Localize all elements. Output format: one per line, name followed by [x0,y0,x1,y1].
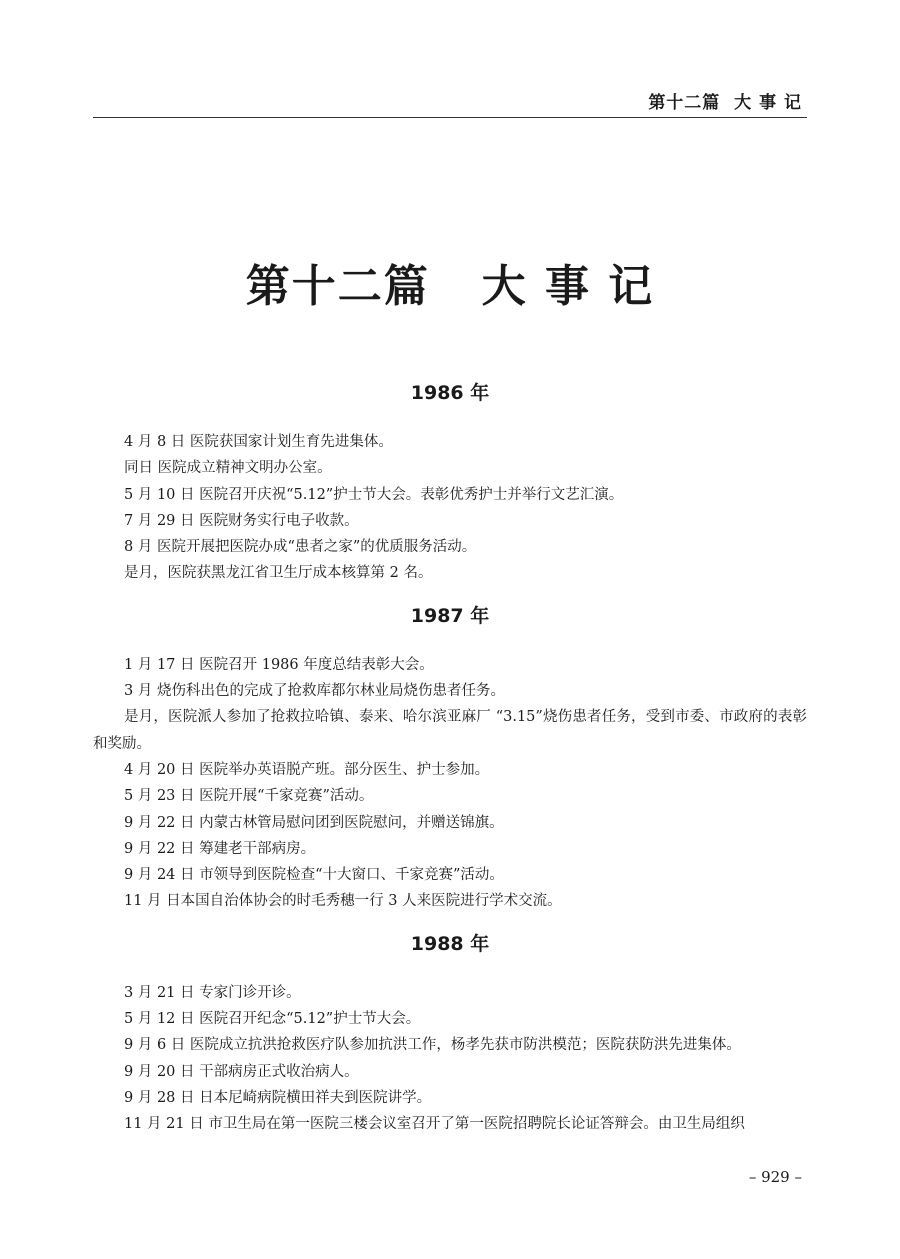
event-entry: 9 月 20 日 干部病房正式收治病人。 [124,1063,359,1080]
event-entry: 9 月 28 日 日本尼崎病院横田祥夫到医院讲学。 [124,1089,432,1106]
year-section-1988 [93,929,807,1138]
year-section-1987 [93,601,807,915]
event-entry: 同日 医院成立精神文明办公室。 [124,460,332,477]
event-entry: 4 月 20 日 医院举办英语脱产班。部分医生、护士参加。 [124,761,490,778]
event-entry: 是月，医院派人参加了抢救拉哈镇、泰来、哈尔滨亚麻厂 “3.15”烧伤患者任务，受到市委、市政府的表彰和奖励。 [93,709,807,752]
event-entry: 9 月 6 日 医院成立抗洪抢救医疗队参加抗洪工作，杨孝先获市防洪模范；医院获防洪先进集体。 [124,1037,741,1054]
event-entry: 7 月 29 日 医院财务实行电子收款。 [124,512,359,529]
event-entry: 8 月 医院开展把医院办成“患者之家”的优质服务活动。 [124,539,477,556]
year-section-1986 [93,378,807,587]
event-entry: 4 月 8 日 医院获国家计划生育先进集体。 [124,434,393,450]
year-heading: 1988 年 [410,932,490,955]
event-entry: 11 月 日本国自治体协会的时毛秀穗一行 3 人来医院进行学术交流。 [124,893,562,910]
event-entry: 1 月 17 日 医院召开 1986 年度总结表彰大会。 [124,656,434,673]
entry-list [93,429,807,587]
running-header: 第十二篇 大 事 记 [648,93,802,113]
header-rule [93,117,807,118]
year-heading: 1986 年 [410,382,490,404]
event-entry: 9 月 24 日 市领导到医院检查“十大窗口、千家竞赛”活动。 [124,867,504,884]
entry-list [93,652,807,915]
event-entry: 9 月 22 日 内蒙古林管局慰问团到医院慰问，并赠送锦旗。 [124,814,504,831]
content [93,378,807,1152]
event-entry: 5 月 12 日 医院召开纪念“5.12”护士节大会。 [124,1011,421,1028]
event-entry: 5 月 23 日 医院开展“千家竞赛”活动。 [124,788,374,805]
entry-list [93,980,807,1138]
event-entry: 5 月 10 日 医院召开庆祝“5.12”护士节大会。表彰优秀护士并举行文艺汇演。 [124,486,624,503]
year-heading: 1987 年 [410,604,490,627]
chapter-title: 第十二篇 大 事 记 [245,261,655,312]
event-entry: 11 月 21 日 市卫生局在第一医院三楼会议室召开了第一医院招聘院长论证答辩会。由卫生局组织 [124,1116,745,1133]
event-entry: 3 月 21 日 专家门诊开诊。 [124,984,301,1001]
event-entry: 9 月 22 日 筹建老干部病房。 [124,840,316,857]
event-entry: 是月，医院获黑龙江省卫生厅成本核算第 2 名。 [124,565,433,582]
page-number: – 929 – [748,1168,802,1186]
event-entry: 3 月 烧伤科出色的完成了抢救库都尔林业局烧伤患者任务。 [124,683,505,700]
